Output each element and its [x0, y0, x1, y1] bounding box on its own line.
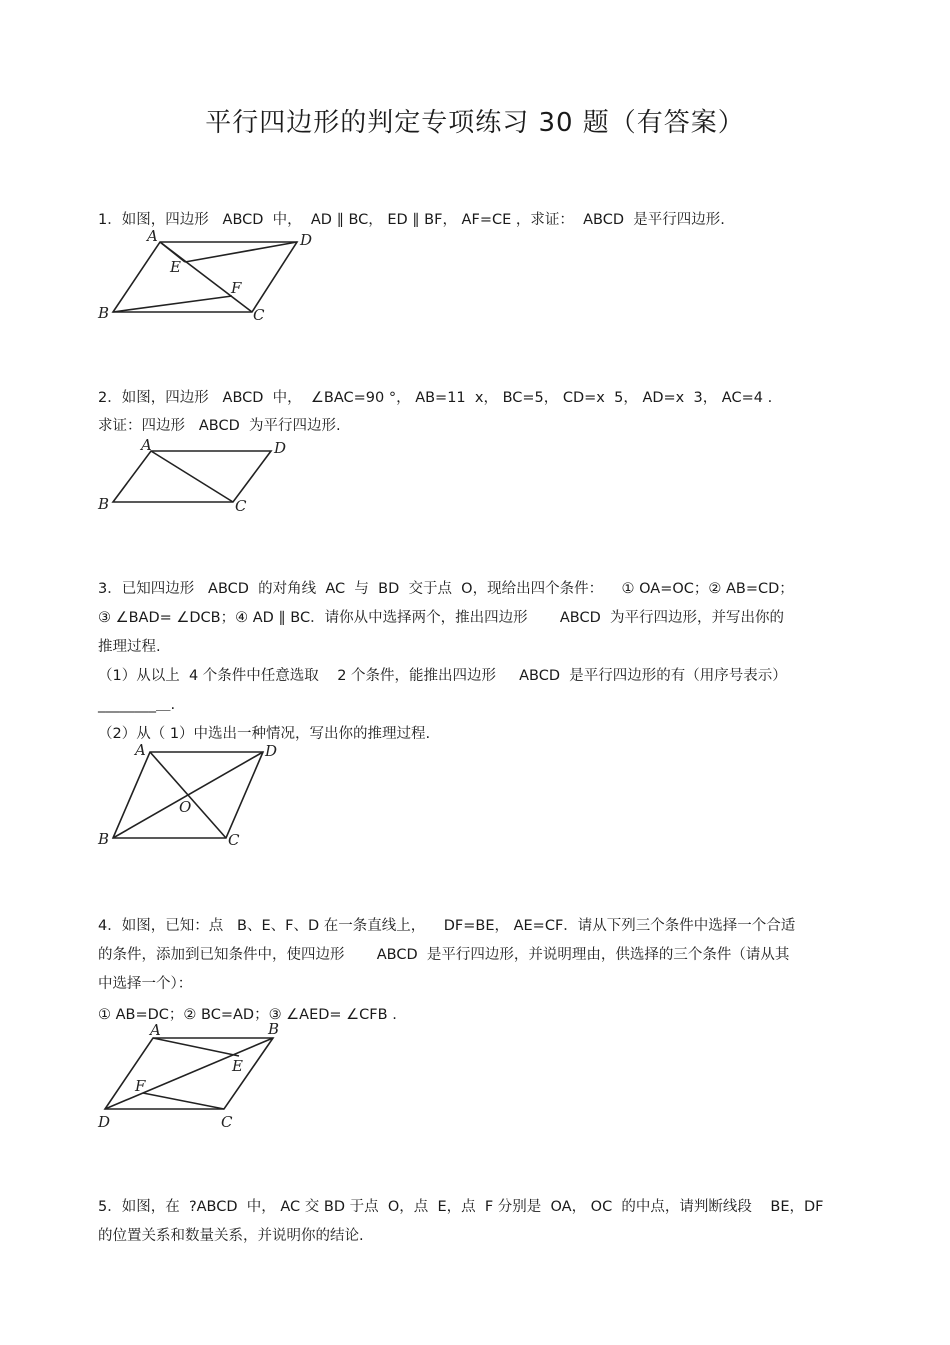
segment-cf [143, 1093, 224, 1109]
label-b: B [98, 495, 110, 513]
label-o: O [179, 798, 192, 816]
label-d: D [98, 1113, 111, 1131]
problem-1-figure [95, 226, 325, 331]
segment-ed [185, 242, 297, 262]
problem-1-statement: 1．如图，四边形 ABCD 中， AD ∥ BC， ED ∥ BF， AF=CE ，求证： ABCD 是平行四边形. [98, 212, 725, 228]
segment-bf [113, 296, 232, 312]
diagonal-ac [151, 451, 233, 502]
problem-3-answer-blank: ________＿. [98, 697, 176, 713]
label-c: C [221, 1113, 233, 1131]
problem-3-question-2: （2）从（ 1）中选出一种情况，写出你的推理过程. [98, 726, 431, 742]
problem-3-statement-line-1: 3．已知四边形 ABCD 的对角线 AC 与 BD 交于点 O，现给出四个条件： ① OA=OC；② AB=CD； [98, 581, 794, 597]
label-d: D [265, 742, 278, 760]
problem-4-statement-line-3: 中选择一个）： [98, 976, 193, 992]
label-a: A [135, 741, 146, 759]
problem-4-conditions: ① AB=DC；② BC=AD；③ ∠AED= ∠CFB . [98, 1007, 397, 1023]
segment-ae [153, 1038, 239, 1056]
problem-3-question-1: （1）从以上 4 个条件中任意选取 2 个条件，能推出四边形 ABCD 是平行四边形的有（用序号表示） [98, 668, 787, 684]
label-c: C [228, 831, 240, 849]
label-e: E [232, 1057, 243, 1075]
problem-2-figure [95, 436, 295, 516]
diagonal-bd [113, 752, 263, 838]
problem-3-figure [95, 740, 295, 850]
problem-4-statement-line-1: 4．如图，已知：点 B、E、F、D 在一条直线上， DF=BE， AE=CF．请从下列三个条件中选择一个合适 [98, 918, 796, 934]
problem-5-statement-line-2: 的位置关系和数量关系，并说明你的结论. [98, 1228, 364, 1244]
label-c: C [235, 497, 247, 515]
problem-3-statement-line-3: 推理过程. [98, 639, 161, 655]
problem-3-statement-line-2: ③ ∠BAD= ∠DCB；④ AD ∥ BC．请你从中选择两个，推出四边形 ABCD 为平行四边形，并写出你的 [98, 610, 784, 626]
label-b: B [98, 304, 110, 322]
label-a: A [150, 1021, 161, 1039]
label-f: F [231, 279, 242, 297]
label-d: D [274, 439, 287, 457]
problem-5-statement-line-1: 5．如图，在 ?ABCD 中， AC 交 BD 于点 O，点 E，点 F 分别是 OA， OC 的中点，请判断线段 BE，DF [98, 1199, 824, 1215]
label-b: B [268, 1020, 280, 1038]
problem-4-statement-line-2: 的条件，添加到已知条件中，使四边形 ABCD 是平行四边形，并说明理由，供选择的三个条件（请从其 [98, 947, 790, 963]
problem-4-figure [95, 1018, 295, 1133]
label-c: C [253, 306, 265, 324]
page-title: 平行四边形的判定专项练习 30 题（有答案） [205, 108, 745, 138]
label-a: A [147, 227, 158, 245]
problem-2-proof-goal: 求证：四边形 ABCD 为平行四边形. [98, 418, 341, 434]
label-b: B [98, 830, 110, 848]
problem-2-statement: 2．如图，四边形 ABCD 中， ∠BAC=90 °， AB=11 x， BC=5， CD=x 5， AD=x 3， AC=4 . [98, 390, 773, 406]
label-e: E [170, 258, 181, 276]
label-f: F [135, 1077, 146, 1095]
label-d: D [300, 231, 313, 249]
label-a: A [141, 436, 152, 454]
